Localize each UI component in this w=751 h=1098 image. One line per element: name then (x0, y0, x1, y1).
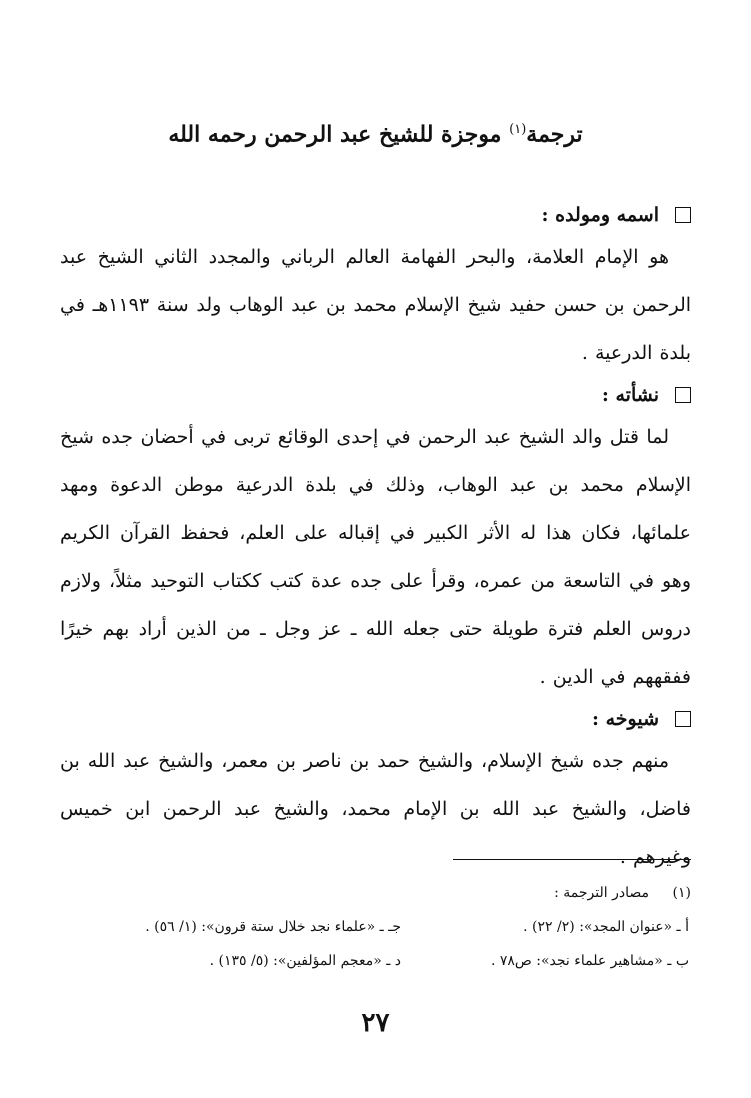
section-paragraph-text: هو الإمام العلامة، والبحر الفهامة العالم الرباني والمجدد الثاني الشيخ عبد الرحمن بن حسن حفيد شيخ الإسلام محمد بن عبد الوهاب ولد سنة ١١٩٣هـ في بلدة الدرعية . (60, 246, 692, 364)
section-heading-text: اسمه ومولده : (541, 204, 659, 226)
footnote-heading-row (60, 876, 691, 910)
section-paragraph (60, 413, 691, 701)
section-heading (60, 701, 691, 737)
footnote-number: (١) (672, 885, 691, 901)
section-paragraph-text: منهم جده شيخ الإسلام، والشيخ حمد بن ناصر بن معمر، والشيخ عبد الله بن فاضل، والشيخ عبد الله بن الإمام محمد، والشيخ عبد الرحمن ابن خميس وغيرهم . (60, 750, 691, 868)
page-number: ٢٧ (361, 1008, 390, 1038)
footnote-source-d: د ـ «معجم المؤلفين»: (٥/ ١٣٥) . (209, 953, 401, 969)
section-teachers (60, 701, 691, 881)
page-title (150, 112, 601, 152)
title-text-end: موجزة للشيخ عبد الرحمن رحمه الله (168, 121, 510, 148)
square-bullet-icon (675, 207, 691, 223)
section-name-and-birth (60, 197, 691, 377)
title-footnote-ref: (١) (509, 122, 527, 137)
footnote-source-b: ب ـ «مشاهير علماء نجد»: ص٧٨ . (490, 953, 689, 969)
section-paragraph-text: لما قتل والد الشيخ عبد الرحمن في إحدى الوقائع تربى في أحضان جده شيخ الإسلام محمد بن عبد الوهاب، وذلك في بلدة الدرعية موطن الدعوة ومهد علمائها، فكان هذا له الأثر الكبير في إقباله على العلم، فحفظ القرآن الكريم وهو في التاسعة من عمره، وقرأ على جده عدة كتب ككتاب التوحيد مثلاً، ولازم دروس العلم فترة طويلة حتى جعله الله ـ عز وجل ـ من الذين أراد بهم خيرًا ففقههم في الدين . (60, 426, 691, 688)
square-bullet-icon (675, 711, 691, 727)
page-body (60, 197, 691, 881)
section-heading-text: شيوخه : (591, 708, 659, 730)
title-text-start: ترجمة (526, 121, 583, 148)
footnote-heading: مصادر الترجمة : (554, 885, 649, 901)
footnote-source-c: جـ ـ «علماء نجد خلال ستة قرون»: (١/ ٥٦) . (145, 919, 401, 935)
section-heading (60, 197, 691, 233)
square-bullet-icon (675, 387, 691, 403)
section-paragraph (60, 233, 691, 377)
section-upbringing (60, 377, 691, 701)
footnotes (60, 876, 691, 978)
section-heading (60, 377, 691, 413)
footnote-source-a: أ ـ «عنوان المجد»: (٢/ ٢٢) . (523, 919, 689, 935)
section-heading-text: نشأته : (601, 384, 659, 406)
footnote-sources-row-1 (60, 910, 691, 944)
footnote-divider (453, 859, 691, 860)
footnote-sources-row-2 (60, 944, 691, 978)
